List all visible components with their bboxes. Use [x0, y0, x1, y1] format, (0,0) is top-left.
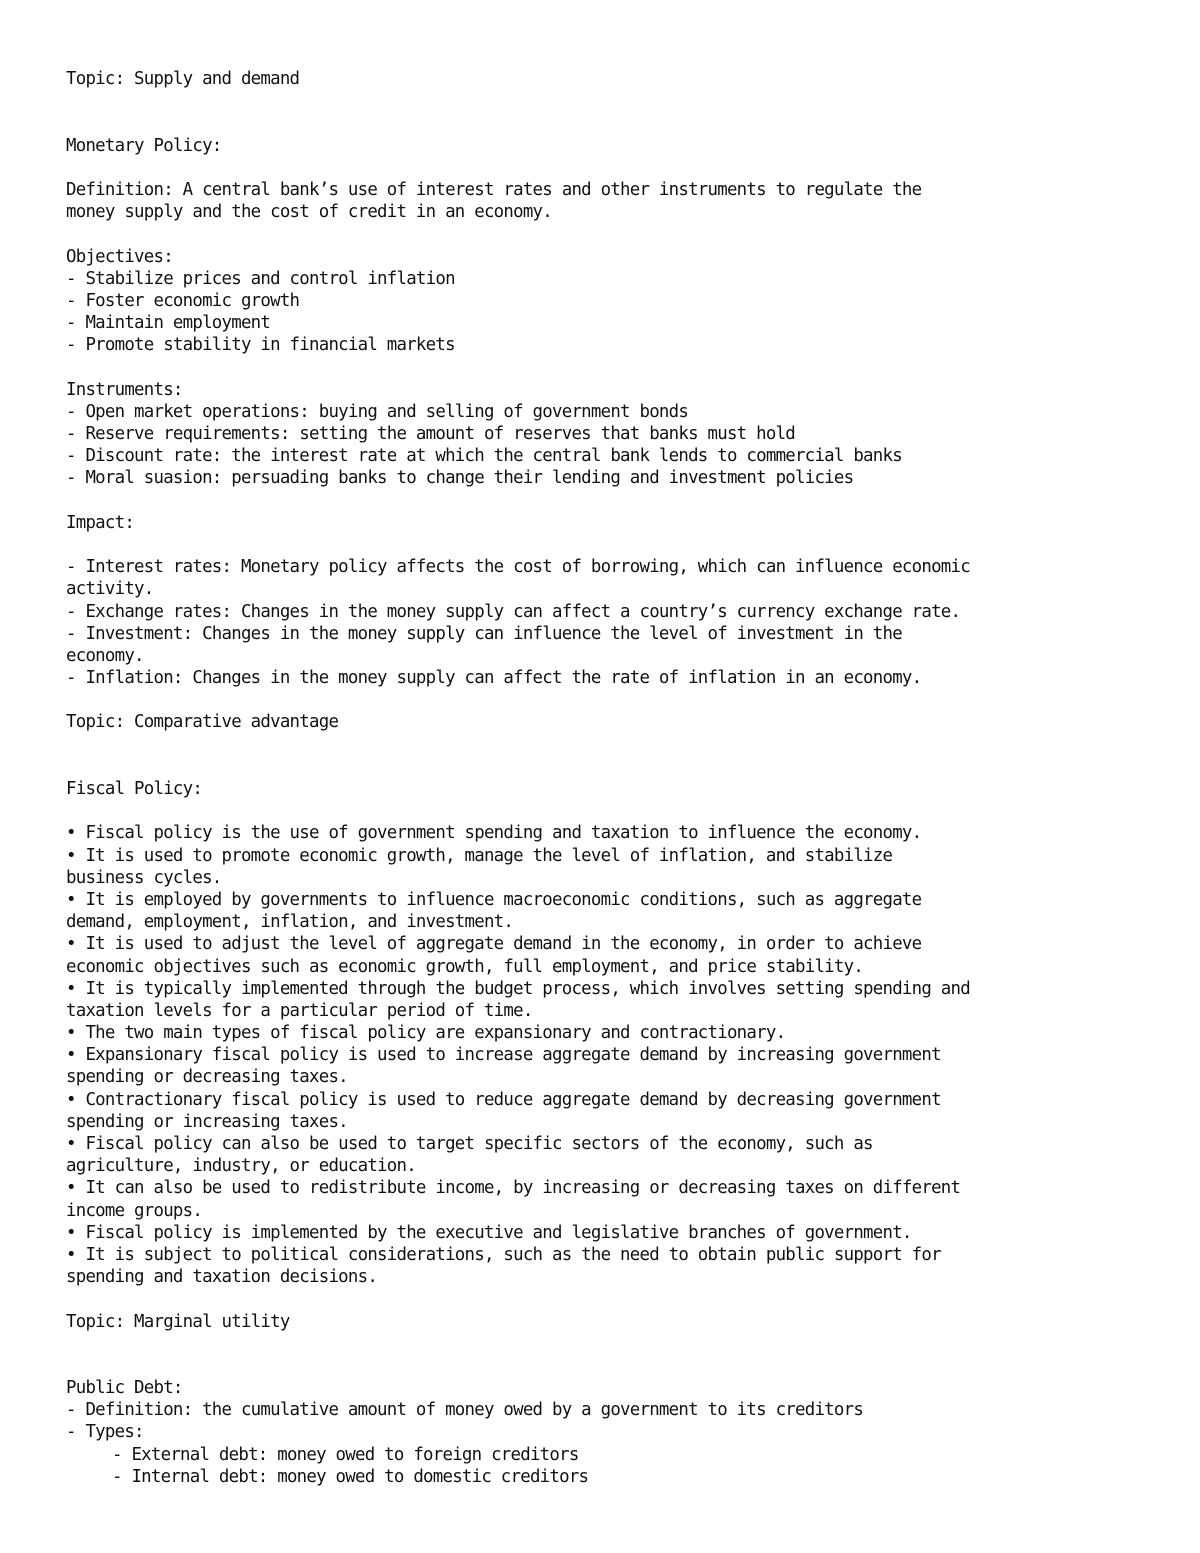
bullet-line: • It is subject to political considerations, such as the need to obtain public support for — [66, 1244, 941, 1265]
list-item: - Promote stability in financial markets — [66, 335, 455, 356]
list-item: - Moral suasion: persuading banks to change their lending and investment policies — [66, 468, 854, 489]
spacer — [66, 223, 1156, 245]
list-item: - Open market operations: buying and selling of government bonds — [66, 401, 689, 422]
bullet-line: business cycles. — [66, 867, 222, 888]
bullet-line: agriculture, industry, or education. — [66, 1156, 416, 1177]
bullet-line: • Fiscal policy is the use of government spending and taxation to influence the economy. — [66, 823, 922, 844]
sub-list-item: - External debt: money owed to foreign creditors — [112, 1444, 579, 1465]
list-item: - Investment: Changes in the money supply can influence the level of investment in the — [66, 623, 902, 644]
spacer — [66, 1355, 1156, 1377]
definition-line: money supply and the cost of credit in an economy. — [66, 202, 553, 223]
bullet-line: • It is employed by governments to influence macroeconomic conditions, such as aggregate — [66, 889, 922, 910]
spacer — [66, 534, 1156, 556]
spacer — [66, 800, 1156, 822]
list-item: - Stabilize prices and control inflation — [66, 268, 455, 289]
spacer — [66, 157, 1156, 179]
bullet-line: • It is typically implemented through the budget process, which involves setting spending and — [66, 978, 970, 999]
definition-line: Definition: A central bank’s use of interest rates and other instruments to regulate the — [66, 179, 922, 200]
list-item: - Foster economic growth — [66, 290, 300, 311]
bullet-line: • Expansionary fiscal policy is used to increase aggregate demand by increasing government — [66, 1045, 941, 1066]
bullet-line: • The two main types of fiscal policy are expansionary and contractionary. — [66, 1023, 786, 1044]
bullet-line: • It is used to adjust the level of aggregate demand in the economy, in order to achieve — [66, 934, 922, 955]
list-item: - Definition: the cumulative amount of money owed by a government to its creditors — [66, 1400, 864, 1421]
spacer — [66, 356, 1156, 378]
list-item: - Interest rates: Monetary policy affects the cost of borrowing, which can influence economic — [66, 557, 970, 578]
spacer — [66, 689, 1156, 711]
subheading-impact: Impact: — [66, 512, 135, 533]
bullet-line: spending or increasing taxes. — [66, 1111, 348, 1132]
list-item: - Types: — [66, 1422, 144, 1443]
bullet-line: • Contractionary fiscal policy is used to reduce aggregate demand by decreasing government — [66, 1089, 941, 1110]
spacer — [66, 490, 1156, 512]
list-item: activity. — [66, 579, 154, 600]
section-heading: Fiscal Policy: — [66, 779, 203, 799]
bullet-line: • It can also be used to redistribute income, by increasing or decreasing taxes on different — [66, 1178, 961, 1199]
sub-list-item: - Internal debt: money owed to domestic creditors — [112, 1466, 589, 1487]
spacer — [66, 1333, 1156, 1355]
bullet-line: demand, employment, inflation, and investment. — [66, 912, 514, 933]
spacer — [66, 1288, 1156, 1310]
spacer — [66, 734, 1156, 756]
bullet-line: • Fiscal policy is implemented by the executive and legislative branches of government. — [66, 1222, 912, 1243]
spacer — [66, 90, 1156, 112]
bullet-line: spending or decreasing taxes. — [66, 1067, 348, 1088]
list-item: - Maintain employment — [66, 313, 271, 334]
bullet-line: taxation levels for a particular period of time. — [66, 1000, 533, 1021]
bullet-line: spending and taxation decisions. — [66, 1267, 378, 1288]
bullet-line: income groups. — [66, 1200, 203, 1221]
subheading-instruments: Instruments: — [66, 379, 183, 400]
spacer — [66, 112, 1156, 134]
document-body — [66, 68, 1156, 1488]
spacer — [66, 756, 1156, 778]
list-item: - Inflation: Changes in the money supply can affect the rate of inflation in an economy. — [66, 668, 922, 689]
bullet-line: economic objectives such as economic growth, full employment, and price stability. — [66, 956, 864, 977]
list-item: - Discount rate: the interest rate at which the central bank lends to commercial banks — [66, 446, 902, 467]
section-heading: Monetary Policy: — [66, 135, 222, 156]
section-heading: Public Debt: — [66, 1378, 183, 1399]
list-item: economy. — [66, 645, 144, 666]
topic-heading: Topic: Comparative advantage — [66, 712, 339, 733]
bullet-line: • It is used to promote economic growth, manage the level of inflation, and stabilize — [66, 845, 893, 866]
subheading-objectives: Objectives: — [66, 246, 173, 267]
bullet-line: • Fiscal policy can also be used to target specific sectors of the economy, such as — [66, 1134, 873, 1154]
topic-heading: Topic: Supply and demand — [66, 69, 300, 89]
list-item: - Exchange rates: Changes in the money supply can affect a country’s currency exchange rate. — [66, 601, 961, 622]
topic-heading: Topic: Marginal utility — [66, 1311, 290, 1332]
list-item: - Reserve requirements: setting the amount of reserves that banks must hold — [66, 424, 796, 444]
